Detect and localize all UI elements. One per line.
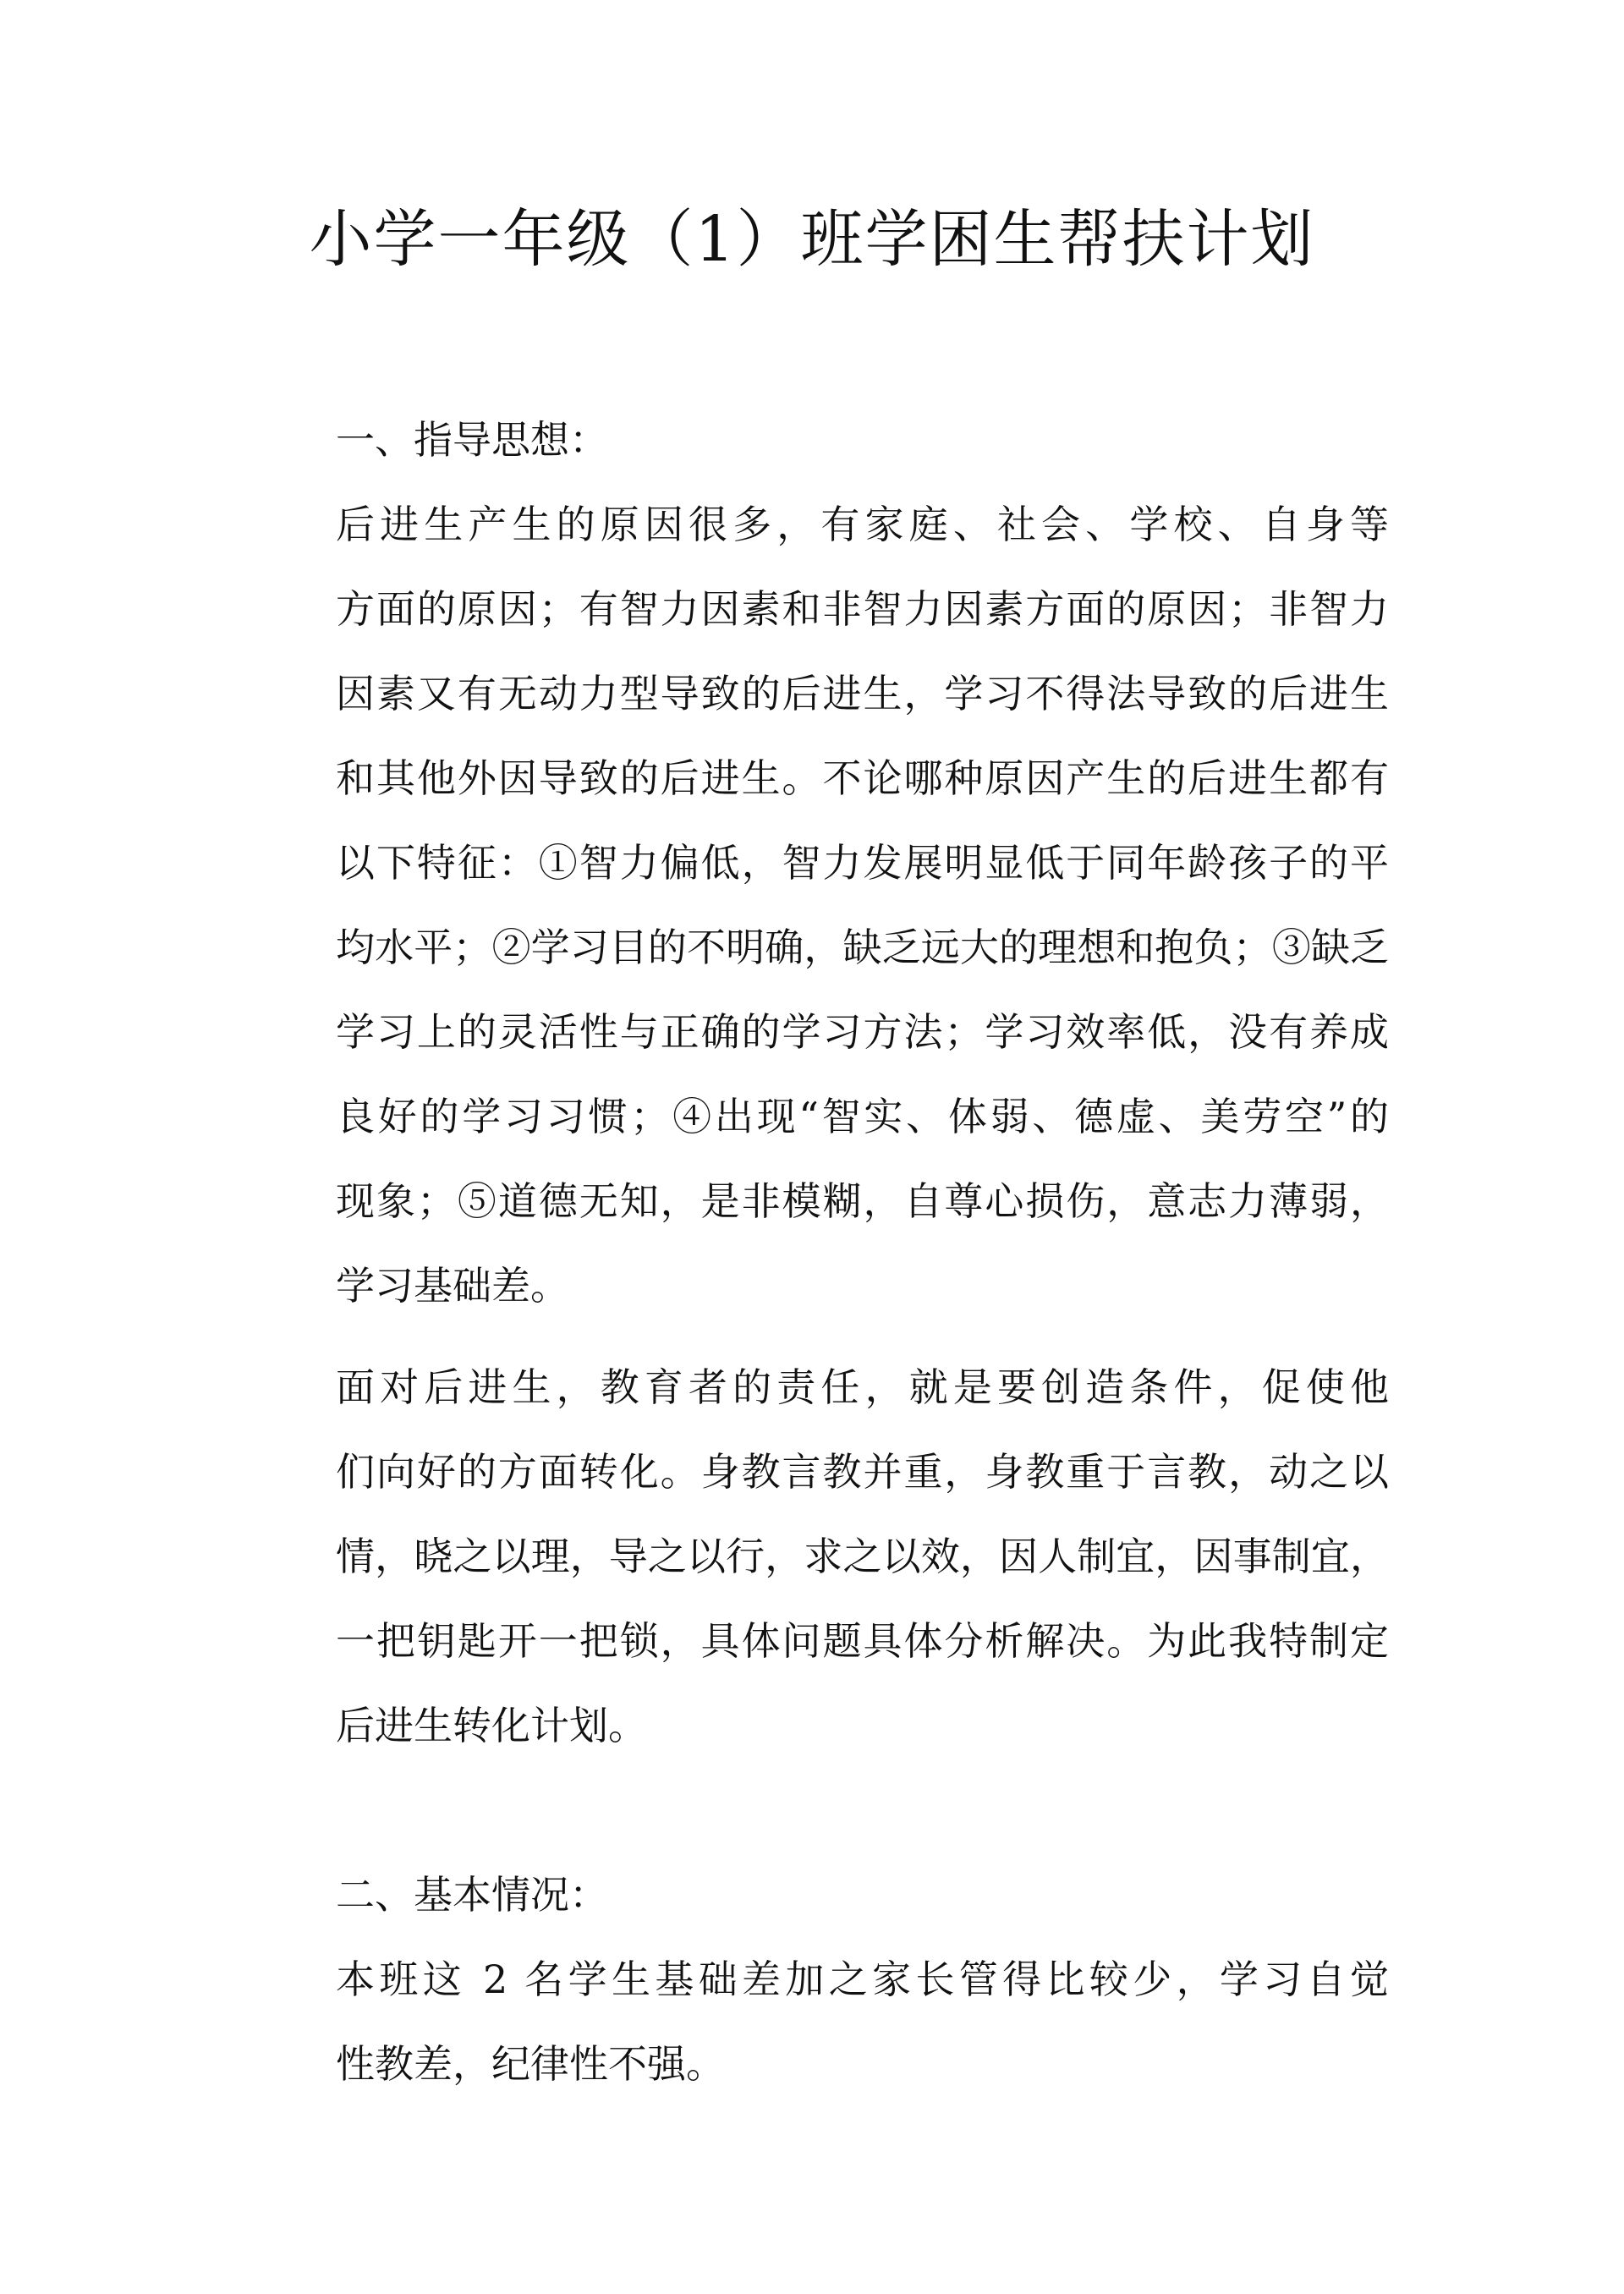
paragraph-line: 现象；⑤道德无知，是非模糊，自尊心损伤，意志力薄弱，	[336, 1178, 1389, 1224]
paragraph-causes-of-underachievers	[247, 482, 1389, 1328]
paragraph-line: 和其他外因导致的后进生。不论哪种原因产生的后进生都有	[336, 755, 1389, 801]
section-heading-basic-situation: 二、基本情况：	[336, 1872, 608, 1918]
paragraph-line: 一把钥匙开一把锁，具体问题具体分析解决。为此我特制定	[336, 1618, 1389, 1664]
paragraph-line: 本班这 2 名学生基础差加之家长管得比较少，学习自觉	[336, 1956, 1389, 2002]
paragraph-line: 学习基础差。	[336, 1263, 569, 1309]
paragraph-line: 后进生产生的原因很多，有家庭、社会、学校、自身等	[336, 502, 1389, 547]
paragraph-line: 以下特征：①智力偏低，智力发展明显低于同年龄孩子的平	[336, 840, 1389, 886]
paragraph-line: 良好的学习习惯；④出现“智实、体弱、德虚、美劳空”的	[336, 1094, 1389, 1139]
paragraph-line: 情，晓之以理，导之以行，求之以效，因人制宜，因事制宜，	[336, 1534, 1389, 1579]
paragraph-line: 后进生转化计划。	[336, 1703, 647, 1748]
paragraph-line: 因素又有无动力型导致的后进生，学习不得法导致的后进生	[336, 671, 1389, 716]
document-title: 小学一年级（1）班学困生帮扶计划	[309, 203, 1315, 276]
paragraph-educator-responsibility	[247, 1345, 1389, 1768]
paragraph-line: 面对后进生，教育者的责任，就是要创造条件，促使他	[336, 1364, 1389, 1410]
paragraph-line: 均水平；②学习目的不明确，缺乏远大的理想和抱负；③缺乏	[336, 925, 1389, 970]
paragraph-line: 们向好的方面转化。身教言教并重，身教重于言教，动之以	[336, 1449, 1389, 1495]
paragraph-class-situation	[247, 1937, 1389, 2106]
paragraph-line: 性教差，纪律性不强。	[336, 2041, 725, 2087]
paragraph-line: 方面的原因；有智力因素和非智力因素方面的原因；非智力	[336, 586, 1389, 632]
paragraph-line: 学习上的灵活性与正确的学习方法；学习效率低，没有养成	[336, 1009, 1389, 1055]
section-heading-guiding-ideology: 一、指导思想：	[336, 417, 608, 463]
